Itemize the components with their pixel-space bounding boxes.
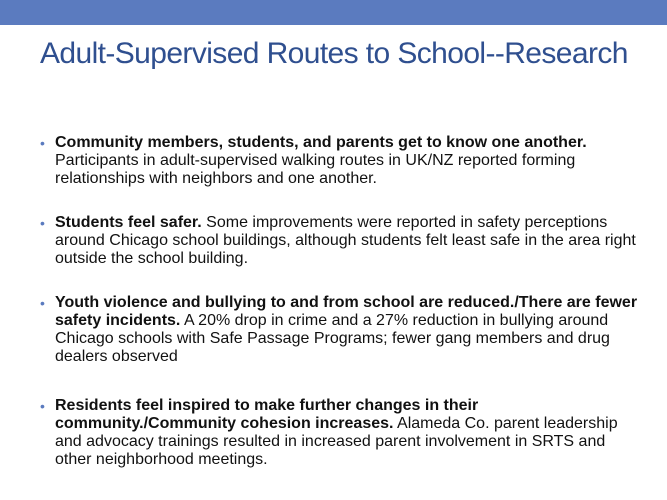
bullet-body-text: Some improvements were reported in safety perceptions around Chicago school buildings, although students felt least safe in the area right outside the school building. xyxy=(55,214,636,267)
bullet-lead-text: Students feel safer. xyxy=(55,214,202,231)
top-accent-bar xyxy=(0,0,667,25)
bullet-list xyxy=(40,134,640,495)
bullet-lead-text: Residents feel inspired to make further changes in their community./Community cohesion increases. xyxy=(55,397,479,432)
slide-title: Adult-Supervised Routes to School--Research xyxy=(40,37,628,70)
bullet-body-text: Participants in adult-supervised walking routes in UK/NZ reported forming relationships with neighbors and one another. xyxy=(55,152,576,187)
bullet-dot-icon: • xyxy=(40,398,45,414)
bullet-lead-text: Community members, students, and parents get to know one another. xyxy=(55,134,587,151)
bullet-dot-icon: • xyxy=(40,135,45,151)
bullet-dot-icon: • xyxy=(40,215,45,231)
bullet-item xyxy=(40,214,640,268)
bullet-dot-icon: • xyxy=(40,295,45,311)
bullet-item xyxy=(40,397,640,469)
bullet-body-text: Alameda Co. parent leadership and advocacy trainings resulted in increased parent involvement in SRTS and other neighborhood meetings. xyxy=(55,415,618,468)
bullet-item xyxy=(40,134,640,188)
bullet-body-text: A 20% drop in crime and a 27% reduction in bullying around Chicago schools with Safe Passage Programs; fewer gang members and drug dealers observed xyxy=(55,312,610,365)
bullet-lead-text: Youth violence and bullying to and from school are reduced./There are fewer safety incidents. xyxy=(55,294,638,329)
bullet-item xyxy=(40,294,640,366)
